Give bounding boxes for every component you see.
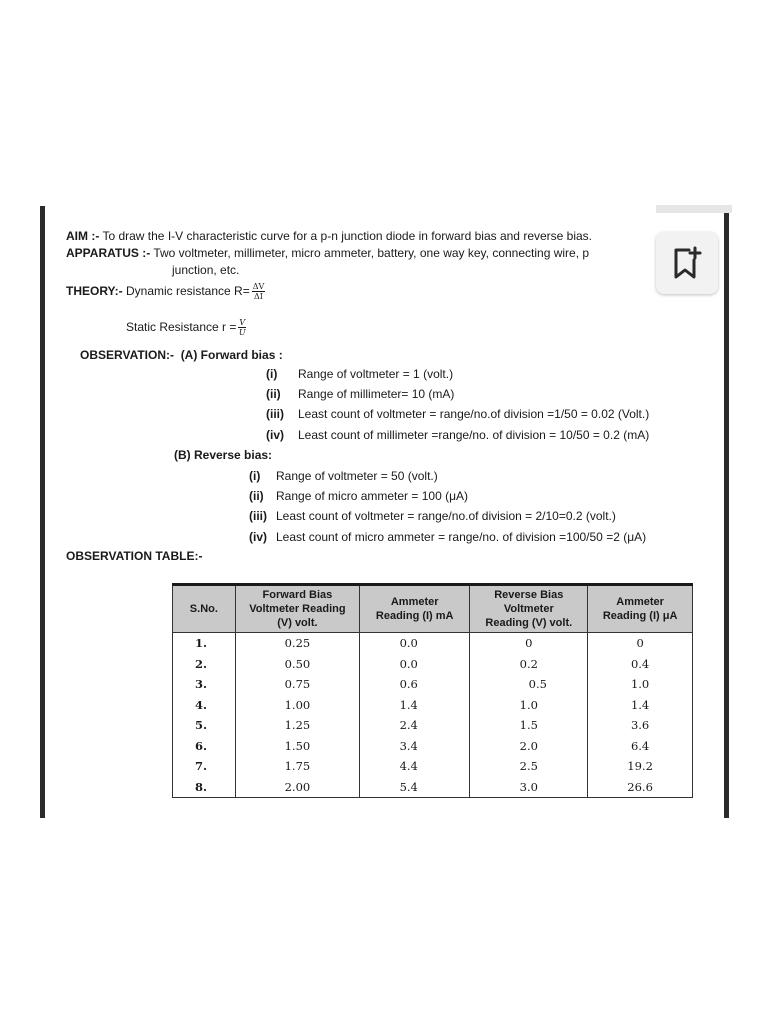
right-border-bar bbox=[724, 212, 729, 818]
cell-reverse-current: 19.2 bbox=[588, 756, 693, 777]
table-row bbox=[173, 633, 693, 654]
forward-item: (ii) Range of millimeter= 10 (mA) bbox=[266, 387, 455, 401]
cell-reverse-current: 6.4 bbox=[588, 736, 693, 757]
cell-reverse-current: 26.6 bbox=[588, 777, 693, 798]
cell-forward-current: 0.6 bbox=[360, 674, 470, 695]
observation-heading bbox=[80, 348, 283, 363]
cell-reverse-voltage: 2.5 bbox=[470, 756, 588, 777]
reverse-item: (ii) Range of micro ammeter = 100 (μA) bbox=[249, 489, 468, 503]
forward-item: (iii) Least count of voltmeter = range/no.of division =1/50 = 0.02 (Volt.) bbox=[266, 407, 650, 421]
cell-sno: 1. bbox=[173, 633, 236, 654]
cell-forward-current: 0.0 bbox=[360, 633, 470, 654]
cell-forward-current: 3.4 bbox=[360, 736, 470, 757]
cell-reverse-voltage: 1.5 bbox=[470, 715, 588, 736]
table-row bbox=[173, 715, 693, 736]
cell-sno: 2. bbox=[173, 654, 236, 675]
table-row bbox=[173, 695, 693, 716]
apparatus-label: APPARATUS :- bbox=[66, 246, 151, 260]
cell-forward-voltage: 1.00 bbox=[235, 695, 359, 716]
cell-sno: 5. bbox=[173, 715, 236, 736]
table-row bbox=[173, 654, 693, 675]
static-resistance-fraction: $\frac{V}{U}$ bbox=[238, 318, 246, 338]
cell-forward-current: 0.0 bbox=[360, 654, 470, 675]
observation-table bbox=[172, 583, 693, 798]
cell-sno: 6. bbox=[173, 736, 236, 757]
cell-reverse-current: 0.4 bbox=[588, 654, 693, 675]
cell-forward-current: 5.4 bbox=[360, 777, 470, 798]
cell-reverse-voltage: 2.0 bbox=[470, 736, 588, 757]
static-resistance-text: Static Resistance r = bbox=[126, 320, 237, 334]
theory-label: THEORY:- bbox=[66, 284, 123, 298]
theory-line bbox=[66, 280, 265, 302]
dynamic-resistance-text: Dynamic resistance R= bbox=[122, 284, 250, 298]
cell-forward-voltage: 2.00 bbox=[235, 777, 359, 798]
observation-table-title: OBSERVATION TABLE:- bbox=[66, 549, 203, 563]
cell-reverse-current: 1.4 bbox=[588, 695, 693, 716]
cell-forward-current: 2.4 bbox=[360, 715, 470, 736]
observation-label: OBSERVATION:- bbox=[80, 348, 175, 362]
forward-bias-title: (A) Forward bias : bbox=[180, 348, 283, 362]
cell-reverse-voltage: 3.0 bbox=[470, 777, 588, 798]
cell-sno: 4. bbox=[173, 695, 236, 716]
cell-forward-current: 1.4 bbox=[360, 695, 470, 716]
apparatus-line-2: junction, etc. bbox=[172, 263, 240, 277]
table-header-row bbox=[173, 585, 693, 633]
reverse-item: (iii) Least count of voltmeter = range/no.of division = 2/10=0.2 (volt.) bbox=[249, 509, 616, 523]
table-row bbox=[173, 756, 693, 777]
forward-item: (iv) Least count of millimeter =range/no. of division = 10/50 = 0.2 (mA) bbox=[266, 428, 650, 442]
header-forward-current: Ammeter Reading (I) mA bbox=[360, 585, 470, 633]
reverse-bias-title: (B) Reverse bias: bbox=[174, 448, 273, 462]
apparatus-line bbox=[66, 246, 589, 261]
cell-sno: 8. bbox=[173, 777, 236, 798]
cell-forward-voltage: 1.50 bbox=[235, 736, 359, 757]
header-forward-voltage: Forward Bias Voltmeter Reading (V) volt. bbox=[235, 585, 359, 633]
dynamic-resistance-fraction: $\frac{\Delta V}{\Delta I}$ bbox=[252, 282, 265, 302]
header-reverse-voltage: Reverse Bias Voltmeter Reading (V) volt. bbox=[470, 585, 588, 633]
cell-reverse-current: 3.6 bbox=[588, 715, 693, 736]
reverse-item: (i) Range of voltmeter = 50 (volt.) bbox=[249, 469, 438, 483]
cell-forward-current: 4.4 bbox=[360, 756, 470, 777]
header-sno: S.No. bbox=[173, 585, 236, 633]
cell-forward-voltage: 1.25 bbox=[235, 715, 359, 736]
aim-line bbox=[66, 229, 592, 244]
cell-forward-voltage: 0.25 bbox=[235, 633, 359, 654]
cell-forward-voltage: 1.75 bbox=[235, 756, 359, 777]
header-reverse-current: Ammeter Reading (I) μA bbox=[588, 585, 693, 633]
table-row bbox=[173, 777, 693, 798]
bookmark-add-button[interactable] bbox=[656, 232, 718, 294]
cell-reverse-current: 1.0 bbox=[588, 674, 693, 695]
cell-sno: 7. bbox=[173, 756, 236, 777]
left-border-bar bbox=[40, 206, 45, 818]
cell-forward-voltage: 0.75 bbox=[235, 674, 359, 695]
cell-reverse-voltage: 1.0 bbox=[470, 695, 588, 716]
table-row bbox=[173, 674, 693, 695]
cell-reverse-voltage: 0.5 bbox=[470, 674, 588, 695]
cell-forward-voltage: 0.50 bbox=[235, 654, 359, 675]
aim-label: AIM :- bbox=[66, 229, 100, 243]
cell-reverse-voltage: 0 bbox=[470, 633, 588, 654]
reverse-item: (iv) Least count of micro ammeter = range/no. of division =100/50 =2 (μA) bbox=[249, 530, 647, 544]
static-resistance-line bbox=[126, 316, 246, 338]
top-shade bbox=[656, 205, 732, 213]
table-row bbox=[173, 736, 693, 757]
bookmark-add-icon bbox=[671, 246, 703, 280]
cell-reverse-voltage: 0.2 bbox=[470, 654, 588, 675]
cell-reverse-current: 0 bbox=[588, 633, 693, 654]
forward-item: (i) Range of voltmeter = 1 (volt.) bbox=[266, 367, 454, 381]
aim-text: To draw the I-V characteristic curve for a p-n junction diode in forward bias and reverse bias. bbox=[99, 229, 593, 243]
cell-sno: 3. bbox=[173, 674, 236, 695]
apparatus-text: Two voltmeter, millimeter, micro ammeter, battery, one way key, connecting wire, p bbox=[150, 246, 590, 260]
